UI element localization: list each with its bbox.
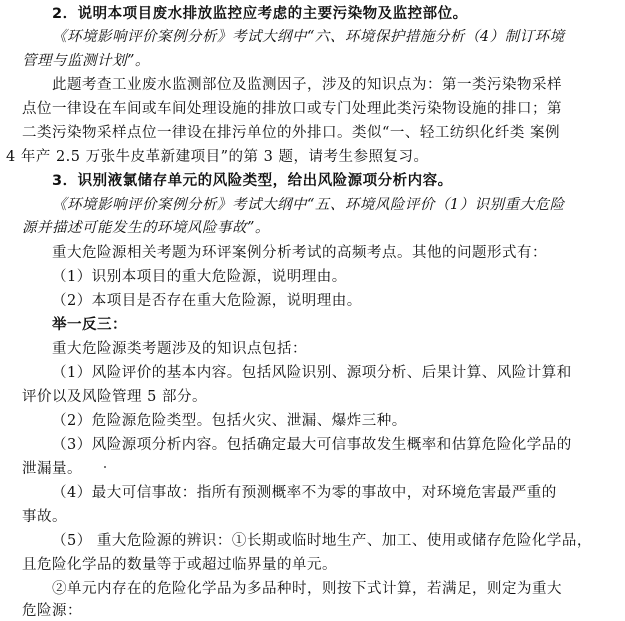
heading-question-3: 3．识别液氯储存单元的风险类型，给出风险源项分析内容。	[52, 173, 453, 189]
list-item: ②单元内存在的危险化学品为多品种时，则按下式计算，若满足，则定为重大	[52, 581, 562, 597]
exam-outline-ref: 《环境影响评价案例分析》考试大纲中“五、环境风险评价（1）识别重大危险	[52, 197, 565, 213]
list-item-cont: 泄漏量。	[22, 461, 82, 477]
paragraph-line: 4 年产 2.5 万张牛皮革新建项目”的第 3 题，请考生参照复习。	[6, 149, 429, 165]
exam-outline-ref-cont: 管理与监测计划”。	[22, 53, 150, 69]
list-item: （2）危险源危险类型。包括火灾、泄漏、爆炸三种。	[52, 413, 407, 429]
list-item: （5） 重大危险源的辨识：①长期或临时地生产、加工、使用或储存危险化学品，	[52, 533, 592, 549]
paragraph-line: 二类污染物采样点位一律设在排污单位的外排口。类似“一、轻工纺织化纤类 案例	[22, 125, 561, 141]
exam-outline-ref: 《环境影响评价案例分析》考试大纲中“六、环境保护措施分析（4）制订环境	[52, 29, 565, 45]
list-item-cont: 评价以及风险管理 5 部分。	[22, 389, 207, 405]
list-item-cont: 且危险化学品的数量等于或超过临界量的单元。	[22, 557, 337, 573]
paragraph-line: 此题考查工业废水监测部位及监测因子，涉及的知识点为：第一类污染物采样	[52, 77, 562, 93]
paragraph-line: 重大危险源相关考题为环评案例分析考试的高频考点。其他的问题形式有：	[52, 245, 547, 261]
paragraph-line: 点位一律设在车间或车间处理设施的排放口或专门处理此类污染物设施的排口；第	[22, 101, 562, 117]
paragraph-line: 重大危险源类考题涉及的知识点包括：	[52, 341, 307, 357]
list-item-cont: 危险源：	[22, 603, 82, 619]
list-item: （2）本项目是否存在重大危险源，说明理由。	[52, 293, 362, 309]
exam-outline-ref-cont: 源并描述可能发生的环境风险事故”。	[22, 220, 270, 236]
list-item: （3）风险源项分析内容。包括确定最大可信事故发生概率和估算危险化学品的	[52, 437, 572, 453]
list-item-cont: 事故。	[22, 509, 67, 525]
scan-speck	[104, 466, 106, 468]
list-item: （4）最大可信事故：指所有预测概率不为零的事故中，对环境危害最严重的	[52, 485, 557, 501]
list-item: （1）风险评价的基本内容。包括风险识别、源项分析、后果计算、风险计算和	[52, 365, 572, 381]
list-item: （1）识别本项目的重大危险源，说明理由。	[52, 269, 347, 285]
heading-question-2: 2．说明本项目废水排放监控应考虑的主要污染物及监控部位。	[52, 6, 468, 22]
subheading-extension: 举一反三：	[52, 317, 127, 333]
